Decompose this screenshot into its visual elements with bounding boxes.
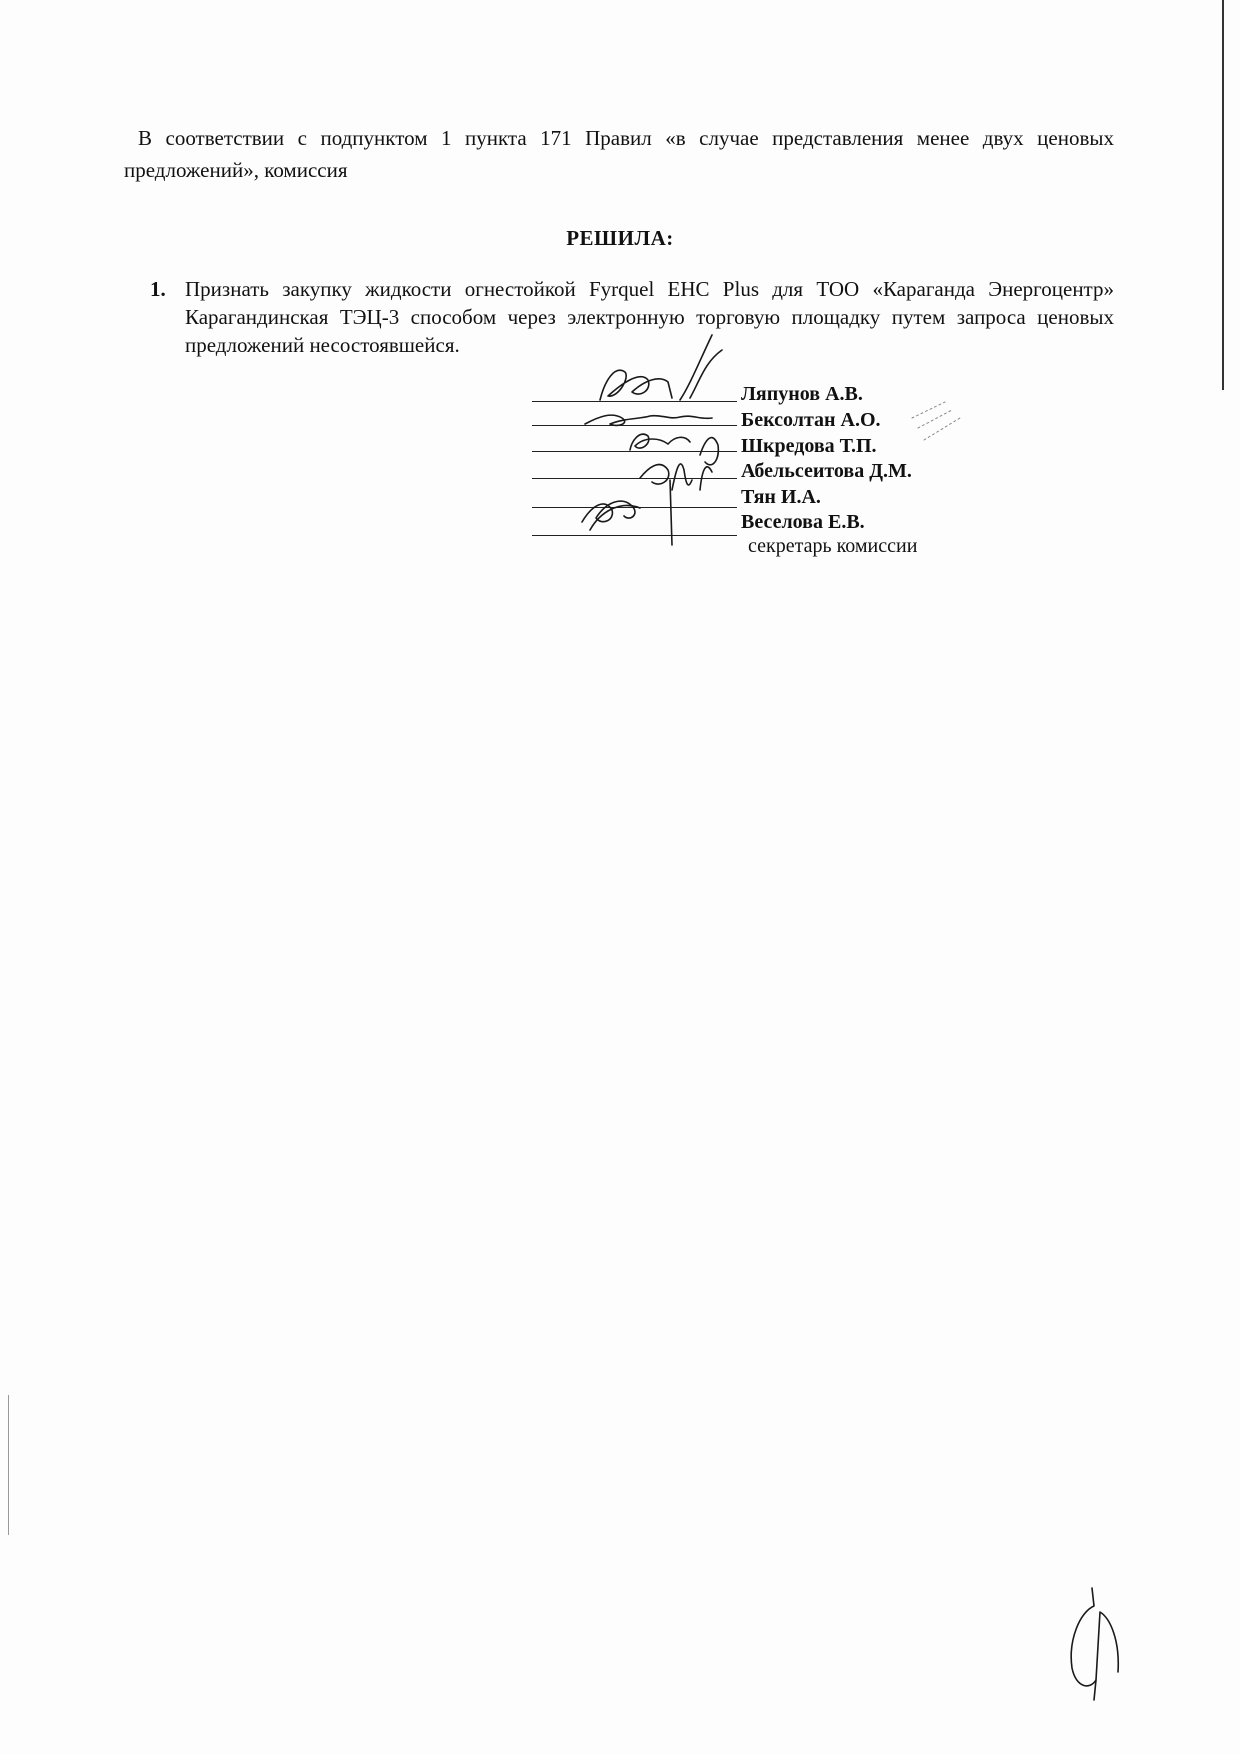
signatory-name: Абельсеитова Д.М. <box>741 460 912 482</box>
signature-line <box>532 425 737 426</box>
signatory-name: Тян И.А. <box>741 486 821 508</box>
signature-line <box>532 401 737 402</box>
signatory-name: Шкредова Т.П. <box>741 435 877 457</box>
secretary-role: секретарь комиссии <box>748 535 918 557</box>
scan-edge-marks <box>8 1395 9 1535</box>
signature-line <box>532 451 737 452</box>
decision-heading: РЕШИЛА: <box>566 226 674 250</box>
signatory-name: Бексолтан А.О. <box>741 409 881 431</box>
signature-line <box>532 535 737 536</box>
decision-item-number: 1. <box>150 277 166 301</box>
signatory-name: Ляпунов А.В. <box>741 383 863 405</box>
signature-line <box>532 507 737 508</box>
scan-edge-line <box>1222 0 1224 390</box>
intro-paragraph: В соответствии с подпунктом 1 пункта 171 Правил «в случае представления менее двух ценовых предложений», комиссия <box>124 126 1114 182</box>
signature-line <box>532 478 737 479</box>
decision-item-text: Признать закупку жидкости огнестойкой Fyrquel EHC Plus для ТОО «Караганда Энергоцентр» Карагандинская ТЭЦ-3 способом через электронную торговую площадку путем запроса ценовых предложений несостоявшейся. <box>185 277 1114 357</box>
signatory-name: Веселова Е.В. <box>741 511 865 533</box>
